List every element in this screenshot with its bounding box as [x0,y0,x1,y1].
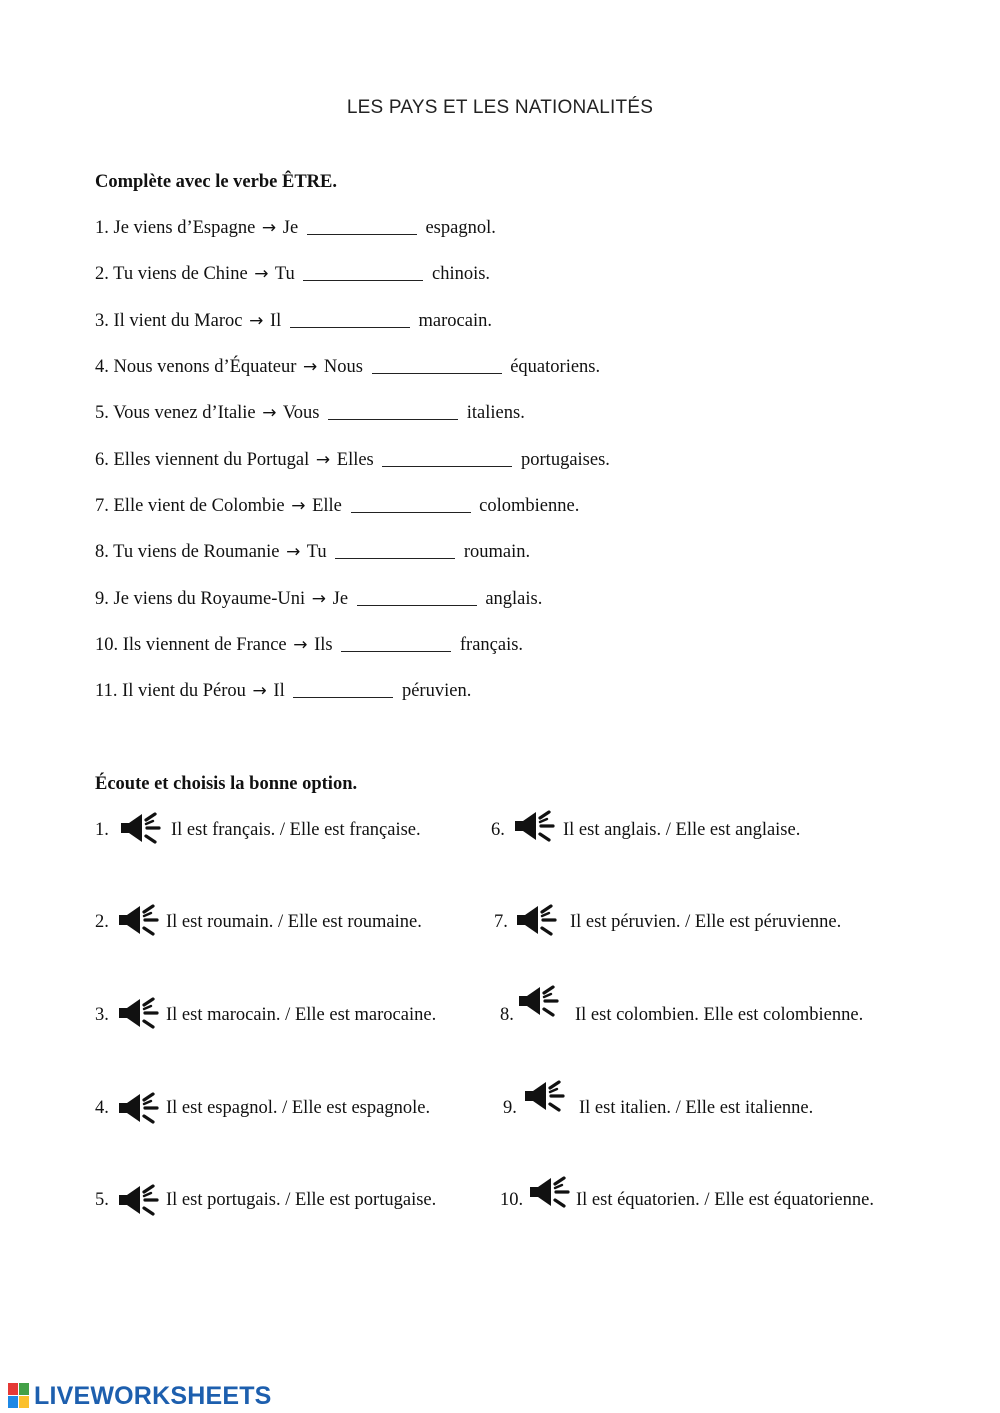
exercise-line [95,311,492,332]
listen-item [500,1005,935,1039]
listen-item [503,1098,939,1132]
item-number: 7. [95,496,109,516]
subject-pronoun: Il [269,311,282,331]
liveworksheets-logo-text: LIVEWORKSHEETS [34,1381,272,1410]
item-number: 1. [95,820,109,840]
answer-option[interactable]: Il est roumain. / Elle est roumaine. [166,912,422,932]
exercise-line [95,357,600,378]
answer-option[interactable]: Il est portugais. / Elle est portugaise. [166,1190,437,1210]
item-number: 11. [95,681,118,701]
subject-pronoun: Tu [274,264,295,284]
nationality-word: équatoriens. [510,357,601,377]
subject-pronoun: Il [273,681,285,701]
liveworksheets-logo-icon [8,1383,30,1409]
source-sentence: Elle vient de Colombie [113,496,285,516]
speaker-icon[interactable] [522,1080,566,1112]
answer-blank[interactable] [372,357,502,374]
item-number: 4. [95,357,109,377]
item-number: 1. [95,218,109,238]
item-number: 10. [500,1190,524,1210]
source-sentence: Je viens du Royaume-Uni [113,589,306,609]
answer-option[interactable]: Il est français. / Elle est française. [171,820,421,840]
answer-input[interactable] [372,360,502,376]
speaker-icon[interactable] [516,985,560,1017]
subject-pronoun: Elles [336,450,374,470]
item-number: 8. [500,1005,514,1025]
answer-blank[interactable] [382,450,512,467]
item-number: 8. [95,542,109,562]
speaker-icon[interactable] [512,810,556,842]
arrow-right-icon: → [291,496,306,516]
answer-input[interactable] [351,499,471,515]
arrow-right-icon: → [286,542,301,562]
answer-input[interactable] [357,592,477,608]
exercise-line [95,264,490,285]
item-number: 2. [95,912,109,932]
arrow-right-icon: → [254,264,269,284]
answer-option[interactable]: Il est marocain. / Elle est marocaine. [166,1005,437,1025]
subject-pronoun: Je [332,589,349,609]
answer-option[interactable]: Il est anglais. / Elle est anglaise. [563,820,801,840]
answer-option[interactable]: Il est équatorien. / Elle est équatorienne. [576,1190,874,1210]
source-sentence: Tu viens de Roumanie [113,542,280,562]
speaker-icon[interactable] [116,1184,160,1216]
item-number: 6. [491,820,505,840]
answer-option[interactable]: Il est péruvien. / Elle est péruvienne. [570,912,842,932]
exercise-line [95,218,496,239]
liveworksheets-logo [8,1381,272,1411]
exercise-line [95,681,471,702]
answer-input[interactable] [303,267,423,283]
answer-input[interactable] [382,453,512,469]
answer-option[interactable]: Il est espagnol. / Elle est espagnole. [166,1098,431,1118]
answer-blank[interactable] [290,311,410,328]
subject-pronoun: Ils [314,635,333,655]
listen-item [95,912,526,946]
answer-input[interactable] [307,221,417,237]
source-sentence: Nous venons d’Équateur [113,357,297,377]
exercise-line [95,542,530,563]
listen-item [95,1190,526,1224]
speaker-icon[interactable] [118,812,162,844]
item-number: 5. [95,403,109,423]
item-number: 4. [95,1098,109,1118]
answer-blank[interactable] [351,496,471,513]
answer-blank[interactable] [303,264,423,281]
answer-option[interactable]: Il est italien. / Elle est italienne. [579,1098,814,1118]
answer-input[interactable] [341,638,451,654]
item-number: 9. [503,1098,517,1118]
item-number: 5. [95,1190,109,1210]
exercise-line [95,450,610,471]
source-sentence: Vous venez d’Italie [113,403,256,423]
section2-heading: Écoute et choisis la bonne option. [95,774,358,794]
answer-blank[interactable] [335,542,455,559]
arrow-right-icon: → [293,635,308,655]
source-sentence: Tu viens de Chine [113,264,248,284]
subject-pronoun: Tu [306,542,327,562]
item-number: 9. [95,589,109,609]
source-sentence: Il vient du Maroc [113,311,243,331]
exercise-line [95,589,542,610]
subject-pronoun: Elle [312,496,342,516]
nationality-word: français. [459,635,524,655]
answer-input[interactable] [290,314,410,330]
nationality-word: espagnol. [425,218,496,238]
speaker-icon[interactable] [527,1176,571,1208]
source-sentence: Ils viennent de France [122,635,287,655]
speaker-icon[interactable] [116,904,160,936]
answer-blank[interactable] [293,681,393,698]
exercise-line [95,635,523,656]
nationality-word: colombienne. [479,496,580,516]
listen-item [95,820,531,854]
arrow-right-icon: → [311,589,327,609]
item-number: 2. [95,264,109,284]
arrow-right-icon: → [249,311,264,331]
answer-blank[interactable] [328,403,458,420]
arrow-right-icon: → [252,681,267,701]
arrow-right-icon: → [261,218,277,238]
arrow-right-icon: → [303,357,318,377]
answer-option[interactable]: Il est colombien. Elle est colombienne. [575,1005,864,1025]
nationality-word: italiens. [466,403,525,423]
item-number: 3. [95,311,109,331]
nationality-word: roumain. [463,542,531,562]
source-sentence: Je viens d’Espagne [113,218,256,238]
page-title: LES PAYS ET LES NATIONALITÉS [346,97,654,118]
nationality-word: anglais. [485,589,543,609]
item-number: 3. [95,1005,109,1025]
item-number: 7. [494,912,508,932]
subject-pronoun: Nous [323,357,363,377]
answer-input[interactable] [328,406,458,422]
arrow-right-icon: → [315,450,331,470]
answer-blank[interactable] [357,589,477,606]
answer-input[interactable] [335,545,455,561]
speaker-icon[interactable] [116,997,160,1029]
speaker-icon[interactable] [514,904,558,936]
arrow-right-icon: → [262,403,277,423]
nationality-word: marocain. [418,311,492,331]
exercise-line [95,496,579,517]
item-number: 10. [95,635,119,655]
speaker-icon[interactable] [116,1092,160,1124]
subject-pronoun: Vous [282,403,320,423]
listen-item [500,1190,936,1224]
answer-input[interactable] [293,684,393,700]
exercise-line [95,403,525,424]
answer-blank[interactable] [341,635,451,652]
answer-blank[interactable] [307,218,417,235]
source-sentence: Elles viennent du Portugal [113,450,310,470]
listen-item [95,1098,526,1132]
source-sentence: Il vient du Pérou [122,681,246,701]
nationality-word: chinois. [431,264,491,284]
listen-item [491,820,923,854]
item-number: 6. [95,450,109,470]
listen-item [494,912,930,946]
section1-heading: Complète avec le verbe ÊTRE. [95,172,337,192]
listen-item [95,1005,526,1039]
nationality-word: péruvien. [401,681,472,701]
subject-pronoun: Je [282,218,299,238]
nationality-word: portugaises. [521,450,610,470]
